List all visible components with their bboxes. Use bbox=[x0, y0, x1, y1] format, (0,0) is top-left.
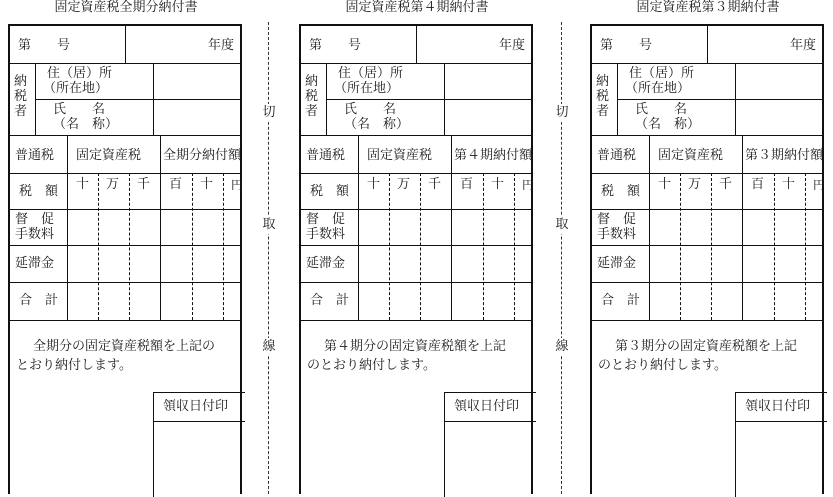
divider bbox=[592, 320, 822, 321]
taxpayer-label-char: 者 bbox=[596, 104, 610, 119]
slip-form bbox=[299, 24, 533, 494]
note-line: 第３期分の固定資産税額を上記 bbox=[615, 339, 798, 354]
divider bbox=[10, 209, 240, 210]
taxpayer-label-char: 納 bbox=[596, 74, 610, 89]
divider bbox=[301, 209, 531, 210]
year-label: 年度 bbox=[498, 38, 525, 53]
taxpayer-label-char: 納 bbox=[305, 74, 319, 89]
digit-divider bbox=[420, 173, 421, 320]
digit-unit: 百 bbox=[751, 177, 765, 192]
divider bbox=[707, 26, 708, 63]
taxpayer-label-char: 税 bbox=[14, 89, 28, 104]
address-sub-label: （所在地） bbox=[43, 81, 109, 96]
digit-unit: 十 bbox=[200, 177, 214, 192]
cut-line bbox=[259, 22, 279, 494]
fee-label: 督 促 bbox=[597, 212, 637, 227]
digit-divider bbox=[680, 173, 681, 320]
tax-name: 固定資産税 bbox=[367, 148, 433, 163]
name-sub-label: （名 称） bbox=[635, 117, 701, 132]
digit-unit: 百 bbox=[169, 177, 183, 192]
total-label: 合 計 bbox=[310, 293, 350, 308]
divider bbox=[67, 135, 68, 320]
divider bbox=[301, 135, 531, 136]
divider bbox=[742, 135, 743, 173]
receipt-stamp-box bbox=[444, 392, 536, 497]
divider bbox=[10, 63, 240, 64]
taxpayer-label-char: 者 bbox=[14, 104, 28, 119]
digit-divider bbox=[129, 173, 130, 320]
note-line: のとおり納付します。 bbox=[598, 358, 727, 373]
digit-divider bbox=[742, 173, 743, 320]
divider bbox=[326, 99, 533, 100]
divider bbox=[301, 282, 531, 283]
taxpayer-label-char: 者 bbox=[305, 104, 319, 119]
amount-header: 全期分納付額 bbox=[163, 148, 242, 163]
number-label: 第 号 bbox=[18, 38, 71, 53]
payment-slip bbox=[6, 0, 246, 494]
name-sub-label: （名 称） bbox=[344, 117, 410, 132]
slip-form bbox=[8, 24, 242, 494]
tax-type-label: 普通税 bbox=[597, 148, 637, 163]
divider bbox=[592, 245, 822, 246]
digit-unit: 十 bbox=[76, 177, 90, 192]
address-label: 住（居）所 bbox=[629, 66, 695, 81]
amount-header: 第４期納付額 bbox=[454, 148, 533, 163]
digit-divider bbox=[98, 173, 99, 320]
taxpayer-label-char: 納 bbox=[14, 74, 28, 89]
digit-unit: 万 bbox=[688, 177, 702, 192]
taxpayer-label bbox=[14, 74, 30, 119]
divider bbox=[301, 320, 531, 321]
fee-sub-label: 手数料 bbox=[597, 227, 637, 242]
receipt-stamp-label: 領収日付印 bbox=[454, 399, 520, 414]
digit-divider bbox=[774, 173, 775, 320]
dashed-line bbox=[268, 22, 269, 494]
divider bbox=[416, 26, 417, 63]
digit-divider bbox=[711, 173, 712, 320]
cut-line bbox=[552, 22, 572, 494]
divider bbox=[160, 135, 161, 173]
divider bbox=[35, 99, 242, 100]
digit-unit: 十 bbox=[491, 177, 505, 192]
divider bbox=[10, 320, 240, 321]
digit-unit: 万 bbox=[106, 177, 120, 192]
tax-name: 固定資産税 bbox=[76, 148, 142, 163]
name-label: 氏 名 bbox=[635, 102, 688, 117]
digit-unit: 千 bbox=[428, 177, 442, 192]
divider bbox=[649, 135, 650, 320]
total-label: 合 計 bbox=[19, 293, 59, 308]
divider bbox=[10, 173, 240, 174]
divider bbox=[10, 282, 240, 283]
divider bbox=[358, 135, 359, 320]
taxpayer-label bbox=[596, 74, 612, 119]
receipt-stamp-label: 領収日付印 bbox=[745, 399, 811, 414]
cut-line-char: 切 bbox=[259, 104, 279, 122]
tax-type-label: 普通税 bbox=[306, 148, 346, 163]
tax-type-label: 普通税 bbox=[15, 148, 55, 163]
name-sub-label: （名 称） bbox=[53, 117, 119, 132]
fee-label: 督 促 bbox=[306, 212, 346, 227]
divider bbox=[301, 245, 531, 246]
digit-divider bbox=[389, 173, 390, 320]
name-label: 氏 名 bbox=[53, 102, 106, 117]
address-label: 住（居）所 bbox=[47, 66, 113, 81]
taxpayer-label bbox=[305, 74, 321, 119]
address-label: 住（居）所 bbox=[338, 66, 404, 81]
slip-title: 固定資産税全期分納付書 bbox=[54, 0, 198, 15]
divider bbox=[451, 135, 452, 173]
number-label: 第 号 bbox=[309, 38, 362, 53]
digit-unit: 百 bbox=[460, 177, 474, 192]
cut-line-char: 線 bbox=[259, 338, 279, 356]
divider bbox=[301, 173, 531, 174]
payment-slip bbox=[297, 0, 537, 494]
receipt-stamp-box bbox=[153, 392, 245, 497]
digit-unit: 十 bbox=[782, 177, 796, 192]
digit-unit: 千 bbox=[137, 177, 151, 192]
address-sub-label: （所在地） bbox=[334, 81, 400, 96]
digit-unit: 万 bbox=[397, 177, 411, 192]
fee-sub-label: 手数料 bbox=[306, 227, 346, 242]
tax-amount-label: 税 額 bbox=[19, 184, 59, 199]
tax-amount-label: 税 額 bbox=[601, 184, 641, 199]
amount-header: 第３期納付額 bbox=[745, 148, 824, 163]
note-line: とおり納付します。 bbox=[16, 358, 132, 373]
divider bbox=[125, 26, 126, 63]
late-fee-label: 延滞金 bbox=[597, 256, 637, 271]
digit-unit: 十 bbox=[658, 177, 672, 192]
payment-slip bbox=[588, 0, 828, 494]
note-line: 第４期分の固定資産税額を上記 bbox=[324, 339, 507, 354]
divider bbox=[592, 173, 822, 174]
digit-unit: 円 bbox=[522, 178, 535, 192]
divider bbox=[617, 99, 824, 100]
cut-line-char: 切 bbox=[552, 104, 572, 122]
divider bbox=[736, 421, 827, 422]
note-line: 全期分の固定資産税額を上記の bbox=[33, 339, 216, 354]
divider bbox=[301, 63, 531, 64]
slip-form bbox=[590, 24, 824, 494]
taxpayer-label-char: 税 bbox=[305, 89, 319, 104]
late-fee-label: 延滞金 bbox=[15, 256, 55, 271]
receipt-stamp-label: 領収日付印 bbox=[163, 399, 229, 414]
tax-name: 固定資産税 bbox=[658, 148, 724, 163]
digit-divider bbox=[160, 173, 161, 320]
digit-unit: 円 bbox=[813, 178, 826, 192]
taxpayer-label-char: 税 bbox=[596, 89, 610, 104]
number-label: 第 号 bbox=[600, 38, 653, 53]
digit-unit: 円 bbox=[231, 178, 244, 192]
slip-title: 固定資産税第３期納付書 bbox=[636, 0, 780, 15]
digit-divider bbox=[805, 173, 806, 320]
late-fee-label: 延滞金 bbox=[306, 256, 346, 271]
fee-sub-label: 手数料 bbox=[15, 227, 55, 242]
tax-amount-label: 税 額 bbox=[310, 184, 350, 199]
digit-unit: 千 bbox=[719, 177, 733, 192]
divider bbox=[10, 245, 240, 246]
divider bbox=[154, 421, 245, 422]
cut-line-char: 取 bbox=[259, 216, 279, 234]
year-label: 年度 bbox=[207, 38, 234, 53]
digit-divider bbox=[223, 173, 224, 320]
divider bbox=[592, 63, 822, 64]
dashed-line bbox=[561, 22, 562, 494]
address-sub-label: （所在地） bbox=[625, 81, 691, 96]
digit-unit: 十 bbox=[367, 177, 381, 192]
cut-line-char: 線 bbox=[552, 338, 572, 356]
digit-divider bbox=[483, 173, 484, 320]
note-line: のとおり納付します。 bbox=[307, 358, 436, 373]
name-label: 氏 名 bbox=[344, 102, 397, 117]
digit-divider bbox=[514, 173, 515, 320]
year-label: 年度 bbox=[789, 38, 816, 53]
cut-line-char: 取 bbox=[552, 216, 572, 234]
divider bbox=[592, 135, 822, 136]
divider bbox=[445, 421, 536, 422]
slip-title: 固定資産税第４期納付書 bbox=[345, 0, 489, 15]
total-label: 合 計 bbox=[601, 293, 641, 308]
digit-divider bbox=[451, 173, 452, 320]
divider bbox=[592, 282, 822, 283]
digit-divider bbox=[192, 173, 193, 320]
divider bbox=[10, 135, 240, 136]
receipt-stamp-box bbox=[735, 392, 827, 497]
fee-label: 督 促 bbox=[15, 212, 55, 227]
divider bbox=[592, 209, 822, 210]
